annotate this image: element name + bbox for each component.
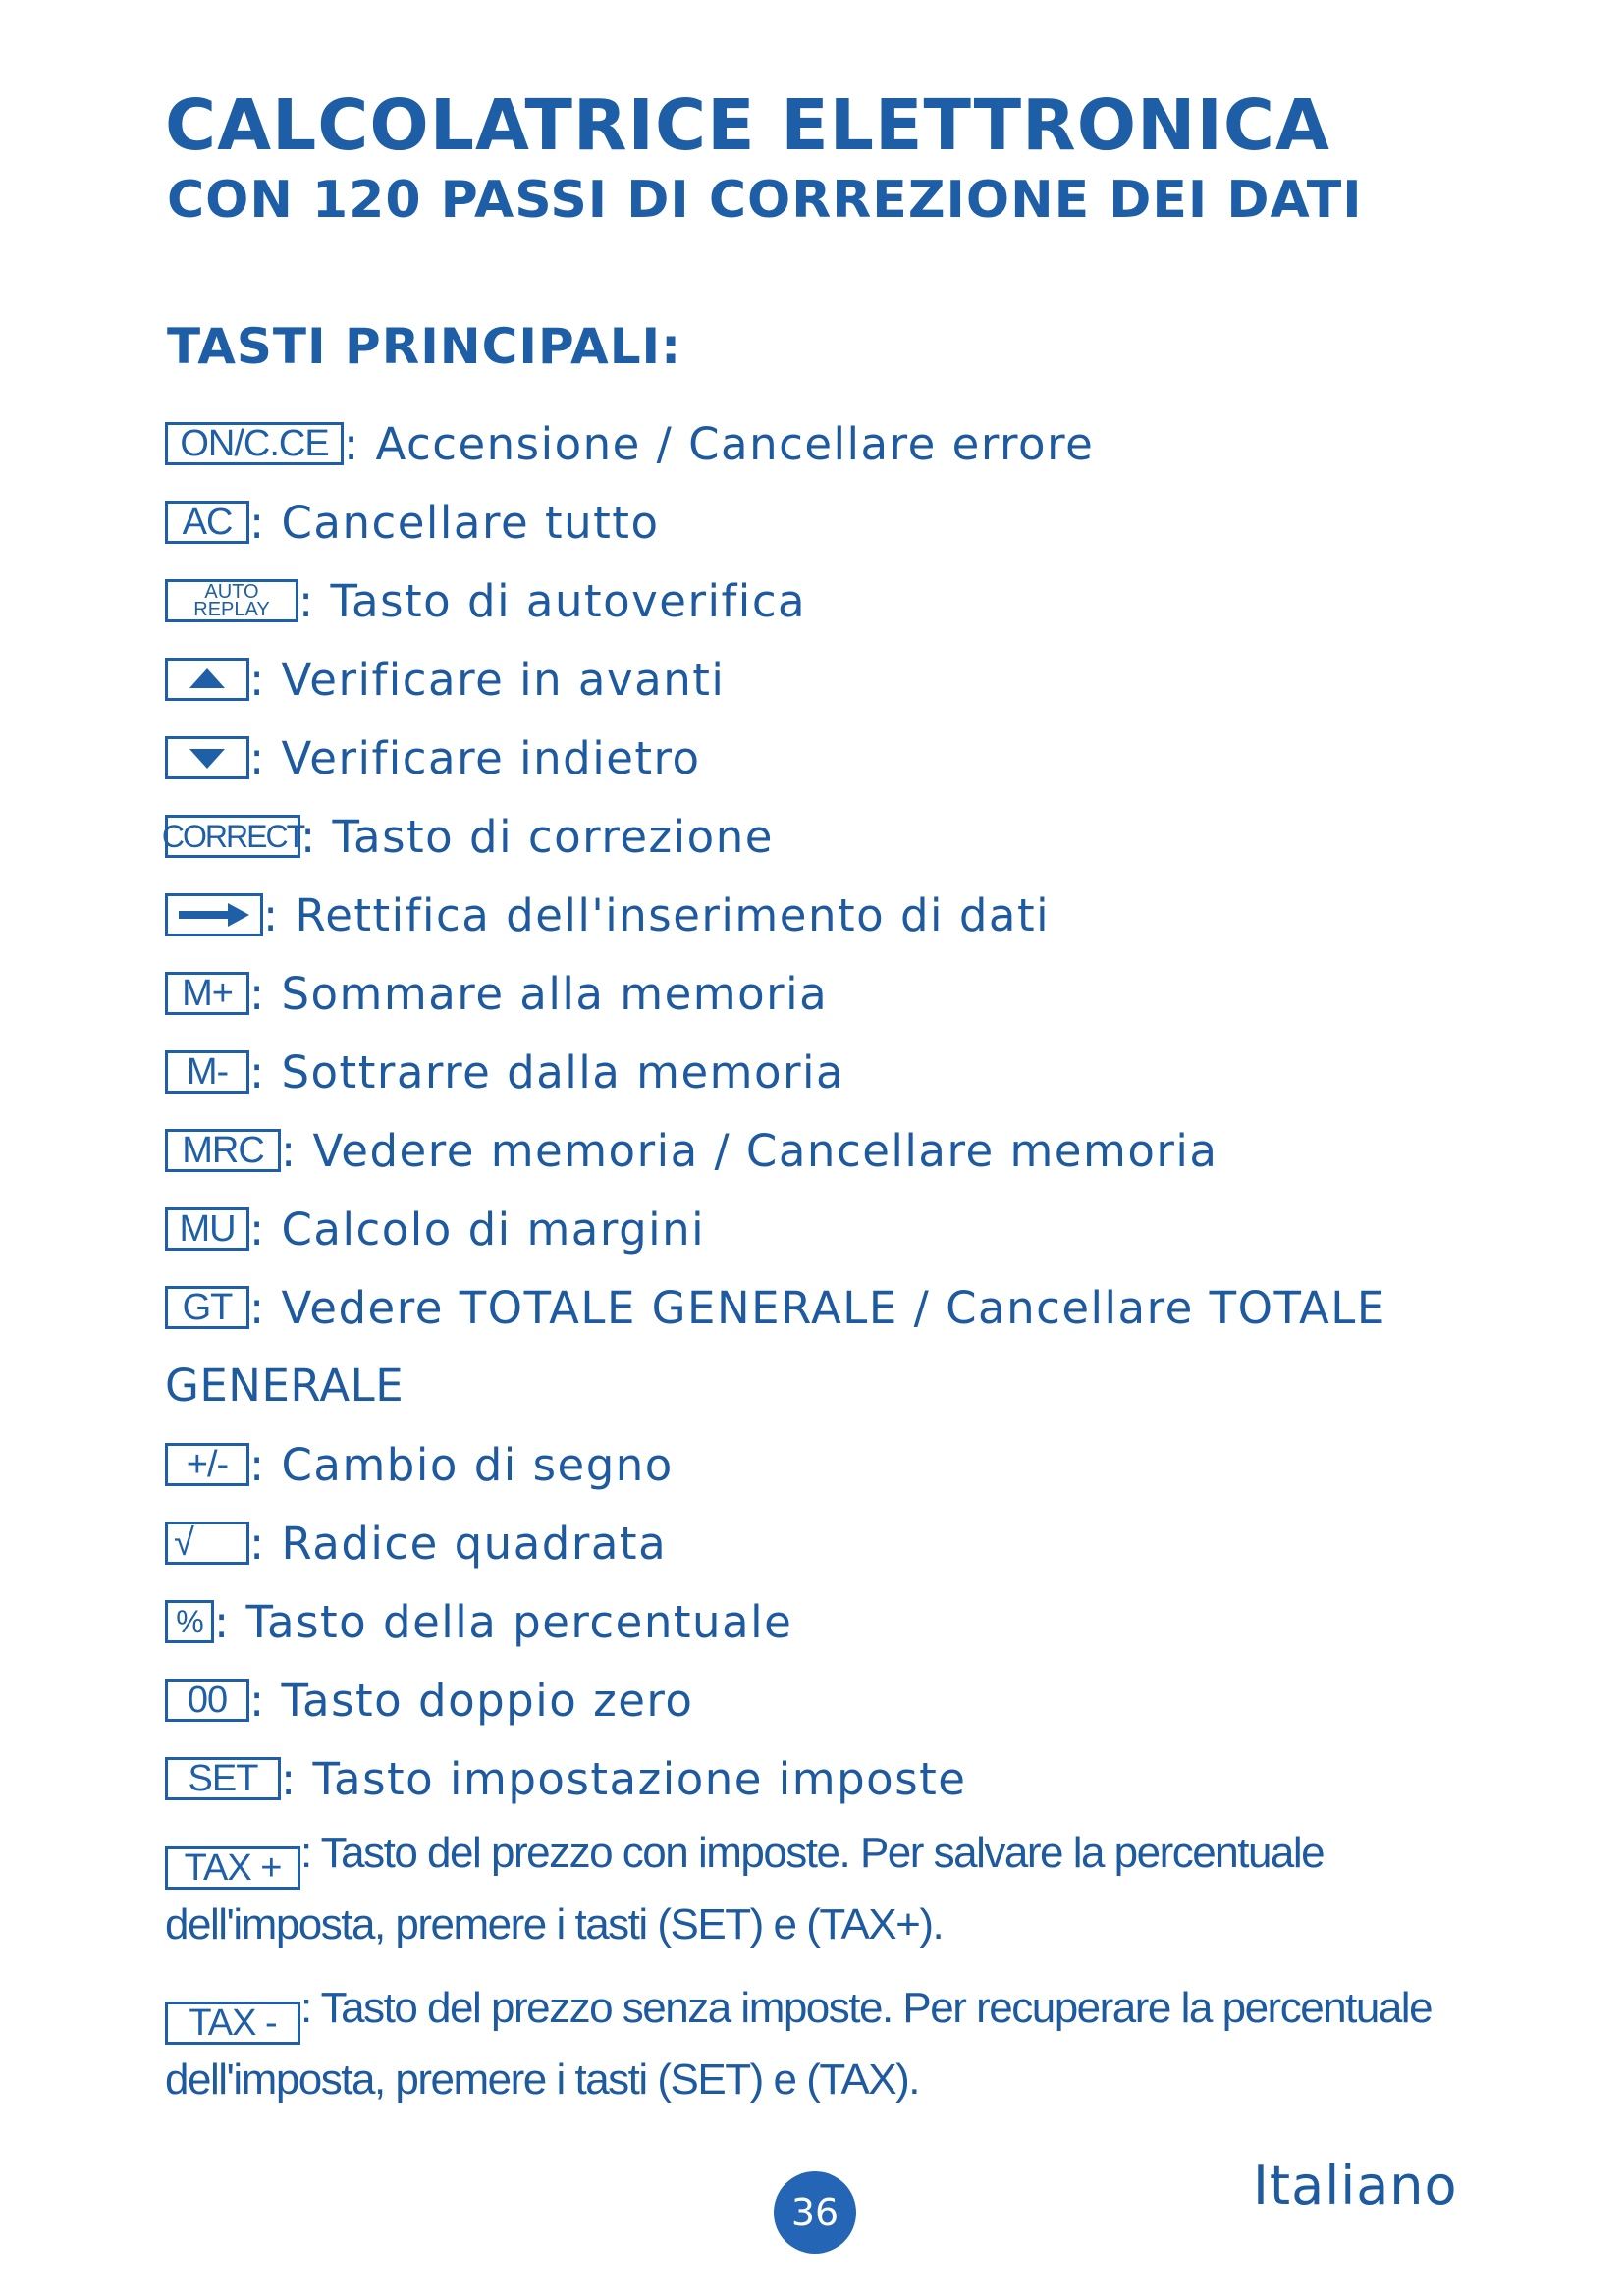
page-number-badge: 36	[774, 2171, 856, 2254]
key-list	[161, 404, 1461, 2120]
key-description: : Tasto della percentuale	[214, 1595, 793, 1648]
square-root-key-icon: √	[165, 1522, 249, 1565]
key-item-on-c-ce	[165, 404, 1461, 483]
key-description: : Accensione / Cancellare errore	[344, 417, 1095, 470]
gt-key-icon: GT	[165, 1286, 249, 1329]
key-description: : Tasto di correzione	[300, 810, 774, 863]
key-item-plus-minus	[165, 1425, 1461, 1504]
key-item-ac	[165, 483, 1461, 561]
key-description: : Tasto di autoverifica	[298, 574, 807, 627]
key-description: : Vedere TOTALE GENERALE / Cancellare TOTALE	[249, 1281, 1386, 1334]
key-item-tax-minus	[165, 1977, 1461, 2120]
key-item-mrc	[165, 1111, 1461, 1190]
key-item-down	[165, 719, 1461, 797]
key-item-m-minus	[165, 1033, 1461, 1111]
key-item-up	[165, 640, 1461, 719]
key-item-right-arrow	[165, 876, 1461, 954]
key-description: : Tasto del prezzo con imposte. Per salvare la percentuale dell'imposta, premere i tasti (SET) e (TAX+).	[165, 1829, 1325, 1949]
m-plus-key-icon: M+	[165, 972, 249, 1015]
key-description: : Tasto del prezzo senza imposte. Per recuperare la percentuale dell'imposta, premere i tasti (SET) e (TAX).	[165, 1984, 1433, 2104]
down-triangle-icon	[165, 736, 249, 779]
ac-key-icon: AC	[165, 501, 249, 544]
correct-key-icon: CORRECT	[165, 815, 300, 858]
up-triangle-icon	[165, 658, 249, 701]
plus-minus-key-icon: +/-	[165, 1443, 249, 1486]
key-description: : Radice quadrata	[249, 1517, 668, 1570]
key-item-double-zero	[165, 1661, 1461, 1739]
key-description: : Cambio di segno	[249, 1438, 674, 1491]
key-description: : Sottrarre dalla memoria	[249, 1045, 845, 1098]
key-description: : Calcolo di margini	[249, 1202, 706, 1255]
auto-replay-key-line1: AUTO	[204, 581, 259, 603]
key-item-tax-plus	[165, 1822, 1461, 1965]
key-item-set	[165, 1739, 1461, 1818]
language-label: Italiano	[1253, 2155, 1458, 2216]
key-item-mu	[165, 1190, 1461, 1268]
key-description: : Rettifica dell'inserimento di dati	[263, 888, 1051, 941]
key-description: : Tasto impostazione imposte	[281, 1752, 967, 1805]
key-description: : Vedere memoria / Cancellare memoria	[281, 1124, 1218, 1177]
page-subtitle: CON 120 PASSI DI CORREZIONE DEI DATI	[167, 171, 1363, 230]
page-title: CALCOLATRICE ELETTRONICA	[165, 84, 1330, 166]
auto-replay-key-icon	[165, 579, 298, 622]
key-item-square-root	[165, 1504, 1461, 1582]
mrc-key-icon: MRC	[165, 1129, 281, 1172]
key-item-percent	[165, 1582, 1461, 1661]
tax-minus-key-icon: TAX -	[165, 2002, 300, 2045]
key-description: : Verificare indietro	[249, 731, 701, 784]
percent-key-icon: %	[165, 1600, 214, 1643]
on-c-ce-key-icon: ON/C.CE	[165, 422, 344, 465]
key-item-gt	[165, 1268, 1461, 1347]
key-item-m-plus	[165, 954, 1461, 1033]
key-description: : Tasto doppio zero	[249, 1674, 694, 1727]
mu-key-icon: MU	[165, 1207, 249, 1251]
m-minus-key-icon: M-	[165, 1050, 249, 1094]
key-description: : Sommare alla memoria	[249, 967, 829, 1020]
auto-replay-key-line2: REPLAY	[193, 599, 270, 620]
key-item-correct	[161, 797, 1461, 876]
key-description: : Cancellare tutto	[249, 496, 660, 549]
key-description-continuation: GENERALE	[165, 1360, 405, 1412]
double-zero-key-icon: 00	[165, 1679, 249, 1722]
key-description: : Verificare in avanti	[249, 653, 726, 706]
key-item-auto-replay	[165, 561, 1461, 640]
section-heading: TASTI PRINCIPALI:	[167, 318, 682, 375]
set-key-icon: SET	[165, 1757, 281, 1800]
right-arrow-icon	[165, 893, 263, 936]
tax-plus-key-icon: TAX +	[165, 1846, 300, 1890]
